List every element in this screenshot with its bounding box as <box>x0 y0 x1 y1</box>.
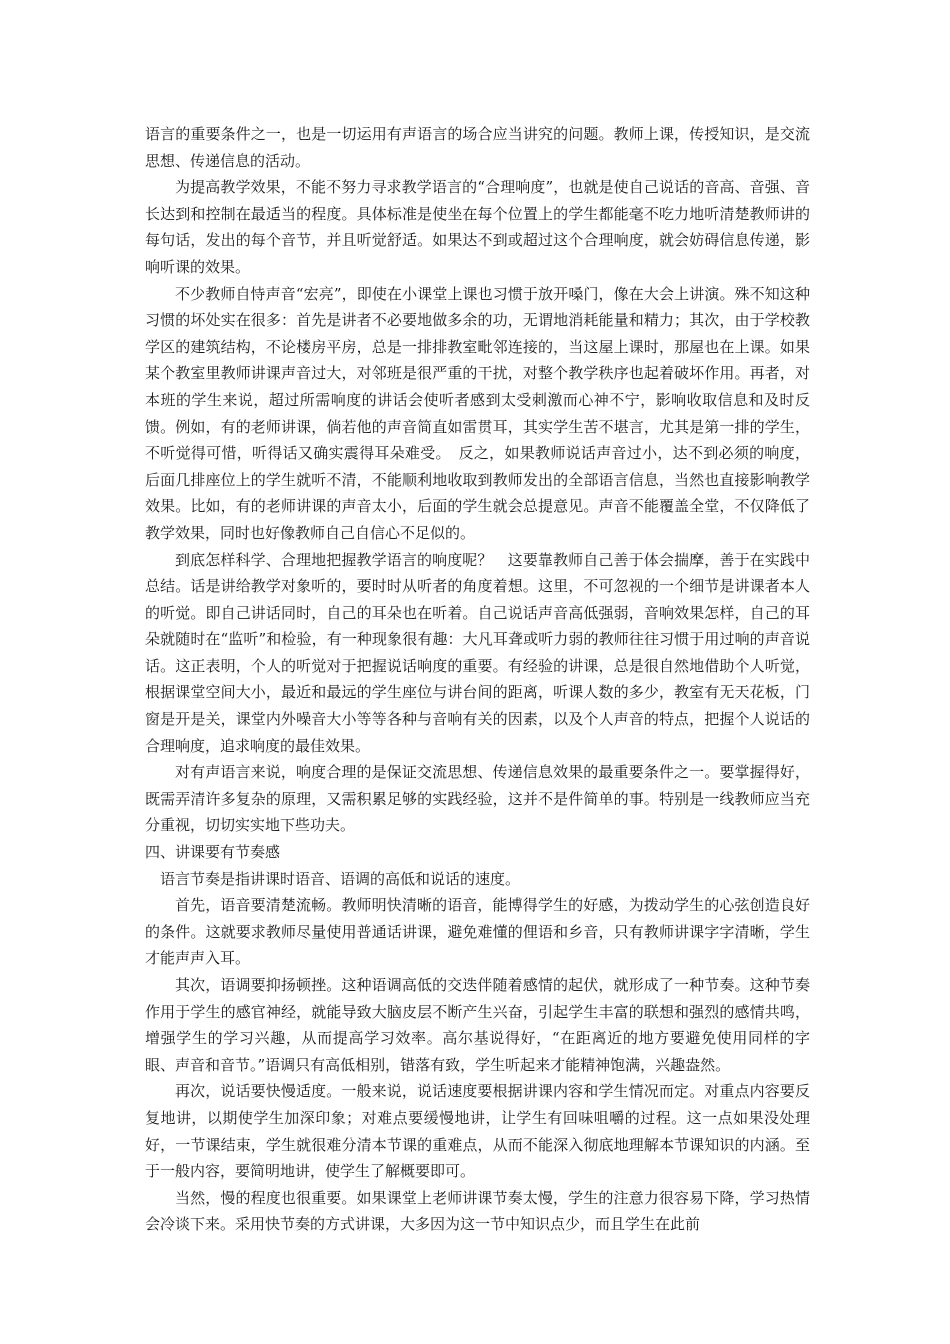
paragraph-2: 为提高教学效果，不能不努力寻求教学语言的“合理响度”，也就是使自己说话的音高、音强、音长达到和控制在最适当的程度。具体标准是使坐在每个位置上的学生都能毫不吃力地听清楚教师讲的每句话，发出的每个音节，并且听觉舒适。如果达不到或超过这个合理响度，就会妨碍信息传递，影响听课的效果。 <box>145 178 810 276</box>
section-heading: 四、讲课要有节奏感 <box>145 843 281 862</box>
document-body <box>145 121 810 1238</box>
paragraph-8: 首先，语音要清楚流畅。教师明快清晰的语音，能博得学生的好感，为拨动学生的心弦创造良好的条件。这就要求教师尽量使用普通话讲课，避免难懂的俚语和乡音，只有教师讲课字字清晰，学生才能声声入耳。 <box>145 896 810 968</box>
paragraph-1: 语言的重要条件之一，也是一切运用有声语言的场合应当讲究的问题。教师上课，传授知识，是交流思想、传递信息的活动。 <box>145 125 810 170</box>
paragraph-7: 语言节奏是指讲课时语音、语调的高低和说话的速度。 <box>160 869 521 888</box>
paragraph-3: 不少教师自恃声音“宏亮”，即使在小课堂上课也习惯于放开嗓门，像在大会上讲演。殊不知这种习惯的坏处实在很多：首先是讲者不必要地做多余的功，无谓地消耗能量和精力；其次，由于学校教学区的建筑结构，不论楼房平房，总是一排排教室毗邻连接的，当这屋上课时，那屋也在上课。如果某个教室里教师讲课声音过大，对邻班是很严重的干扰，对整个教学秩序也起着破坏作用。再者，对本班的学生来说，超过所需响度的讲话会使听者感到太受刺激而心神不宁，影响收取信息和及时反馈。例如，有的老师讲课，倘若他的声音简直如雷贯耳，其实学生苦不堪言，尤其是第一排的学生，不听觉得可惜，听得话又确实震得耳朵难受。 反之，如果教师说话声音过小，达不到必须的响度，后面几排座位上的学生就听不清，不能顺利地收取到教师发出的全部语言信息，当然也直接影响教学效果。比如，有的老师讲课的声音太小，后面的学生就会总提意见。声音不能覆盖全堂，不仅降低了教学效果，同时也好像教师自己自信心不足似的。 <box>145 284 810 542</box>
paragraph-9: 其次，语调要抑扬顿挫。这种语调高低的交迭伴随着感情的起伏，就形成了一种节奏。这种节奏作用于学生的感官神经，就能导致大脑皮层不断产生兴奋，引起学生丰富的联想和强烈的感情共鸣，增强学生的学习兴趣，从而提高学习效率。高尔基说得好，“在距离近的地方要避免使用同样的字眼、声音和音节。”语调只有高低相别，错落有致，学生听起来才能精神饱满，兴趣盎然。 <box>145 976 810 1074</box>
paragraph-11: 当然，慢的程度也很重要。如果课堂上老师讲课节奏太慢，学生的注意力很容易下降，学习热情会冷谈下来。采用快节奏的方式讲课，大多因为这一节中知识点少，而且学生在此前 <box>145 1188 810 1234</box>
paragraph-5: 对有声语言来说，响度合理的是保证交流思想、传递信息效果的最重要条件之一。要掌握得好，既需弄清许多复杂的原理，又需积累足够的实践经验，这并不是件简单的事。特别是一线教师应当充分重视，切切实实地下些功夫。 <box>145 763 810 835</box>
paragraph-4: 到底怎样科学、合理地把握教学语言的响度呢？ 这要靠教师自己善于体会揣摩，善于在实践中总结。话是讲给教学对象听的，要时时从听者的角度着想。这里，不可忽视的一个细节是讲课者本人的听觉。即自己讲话同时，自己的耳朵也在听着。自己说话声音高低强弱，音响效果怎样，自己的耳朵就随时在“监听”和检验，有一种现象很有趣：大凡耳聋或听力弱的教师往往习惯于用过响的声音说话。这正表明，个人的听觉对于把握说话响度的重要。有经验的讲课，总是很自然地借助个人听觉，根据课堂空间大小，最近和最远的学生座位与讲台间的距离，听课人数的多少，教室有无天花板，门窗是开是关，课堂内外噪音大小等等各种与音响有关的因素，以及个人声音的特点，把握个人说话的合理响度，追求响度的最佳效果。 <box>145 550 810 755</box>
paragraph-10: 再次，说话要快慢适度。一般来说，说话速度要根据讲课内容和学生情况而定。对重点内容要反复地讲，以期使学生加深印象；对难点要缓慢地讲，让学生有回味咀嚼的过程。这一点如果没处理好，一节课结束，学生就很难分清本节课的重难点，从而不能深入彻底地理解本节课知识的内涵。至于一般内容，要简明地讲，使学生了解概要即可。 <box>145 1082 810 1181</box>
